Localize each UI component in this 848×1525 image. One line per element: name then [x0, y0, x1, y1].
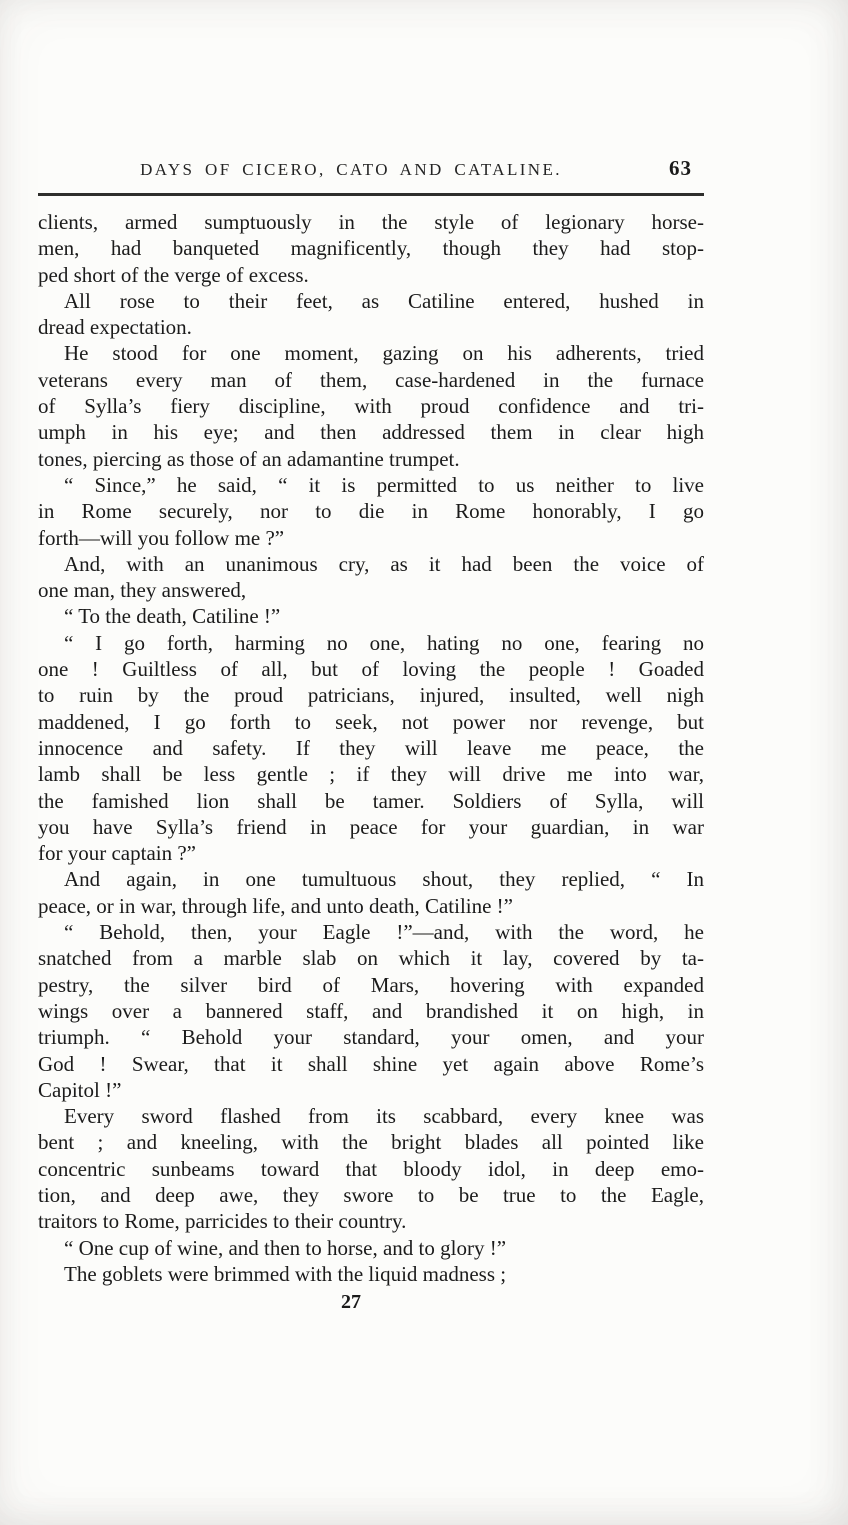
text-line: pestry, the silver bird of Mars, hovering with expanded: [38, 972, 704, 997]
paragraph: [38, 472, 704, 551]
paragraph: [38, 551, 704, 604]
text-line: Every sword flashed from its scabbard, every knee was: [64, 1104, 704, 1129]
text-line: one man, they answered,: [38, 578, 247, 603]
text-line: “ Since,” he said, “ it is permitted to us neither to live: [64, 472, 704, 497]
text-line: tion, and deep awe, they swore to be true to the Eagle,: [38, 1182, 704, 1207]
text-line: All rose to their feet, as Catiline entered, hushed in: [64, 288, 704, 313]
running-header: [38, 156, 704, 188]
text-line: of Sylla’s fiery discipline, with proud confidence and tri-: [38, 394, 704, 419]
paragraph: [38, 630, 704, 867]
paragraph: [38, 209, 704, 288]
text-line: lamb shall be less gentle ; if they will drive me into war,: [38, 762, 704, 787]
paragraph: [38, 288, 704, 341]
paragraph: [38, 919, 704, 1103]
text-line: to ruin by the proud patricians, injured, insulted, well nigh: [38, 683, 704, 708]
text-line: “ One cup of wine, and then to horse, and to glory !”: [64, 1235, 507, 1260]
text-line: “ I go forth, harming no one, hating no one, fearing no: [64, 630, 704, 655]
text-line: maddened, I go forth to seek, not power nor revenge, but: [38, 709, 704, 734]
text-line: He stood for one moment, gazing on his adherents, tried: [64, 341, 704, 366]
text-line: “ Behold, then, your Eagle !”—and, with the word, he: [64, 920, 704, 945]
text-line: peace, or in war, through life, and unto death, Catiline !”: [38, 893, 513, 918]
page-body: [38, 209, 704, 1287]
text-line: for your captain ?”: [38, 841, 197, 866]
text-line: clients, armed sumptuously in the style of legionary horse-: [38, 210, 704, 234]
text-line: one ! Guiltless of all, but of loving the people ! Goaded: [38, 657, 704, 682]
text-line: you have Sylla’s friend in peace for your guardian, in war: [38, 814, 704, 839]
text-line: dread expectation.: [38, 315, 192, 340]
paragraph: [38, 866, 704, 919]
text-line: men, had banqueted magnificently, though they had stop-: [38, 236, 704, 261]
text-line: triumph. “ Behold your standard, your omen, and your: [38, 1025, 704, 1050]
text-line: bent ; and kneeling, with the bright blades all pointed like: [38, 1130, 704, 1155]
text-line: concentric sunbeams toward that bloody idol, in deep emo-: [38, 1156, 704, 1181]
text-line: wings over a bannered staff, and brandished it on high, in: [38, 998, 704, 1023]
text-line: in Rome securely, nor to die in Rome honorably, I go: [38, 499, 704, 524]
paragraph: [38, 603, 704, 629]
text-line: And again, in one tumultuous shout, they replied, “ In: [64, 867, 704, 892]
text-line: And, with an unanimous cry, as it had been the voice of: [64, 551, 704, 576]
paragraph: [38, 340, 704, 471]
paragraph: [38, 1261, 704, 1287]
text-line: Capitol !”: [38, 1077, 122, 1102]
page-number: 63: [669, 156, 692, 180]
text-line: The goblets were brimmed with the liquid madness ;: [64, 1261, 507, 1286]
text-line: ped short of the verge of excess.: [38, 262, 309, 287]
text-line: snatched from a marble slab on which it lay, covered by ta-: [38, 946, 704, 971]
text-line: tones, piercing as those of an adamantine trumpet.: [38, 446, 460, 471]
running-header-title: DAYS OF CICERO, CATO AND CATALINE.: [140, 160, 562, 179]
text-line: innocence and safety. If they will leave me peace, the: [38, 735, 704, 760]
text-line: forth—will you follow me ?”: [38, 525, 285, 550]
paragraph: [38, 1235, 704, 1261]
header-rule: [38, 193, 704, 196]
paragraph: [38, 1103, 704, 1234]
text-line: God ! Swear, that it shall shine yet again above Rome’s: [38, 1051, 704, 1076]
text-line: “ To the death, Catiline !”: [64, 604, 281, 629]
text-line: the famished lion shall be tamer. Soldiers of Sylla, will: [38, 788, 704, 813]
text-line: veterans every man of them, case-hardened in the furnace: [38, 367, 704, 392]
signature-mark: 27: [341, 1291, 361, 1314]
page-content: [38, 156, 704, 1314]
text-line: umph in his eye; and then addressed them in clear high: [38, 420, 704, 445]
text-line: traitors to Rome, parricides to their country.: [38, 1209, 407, 1234]
